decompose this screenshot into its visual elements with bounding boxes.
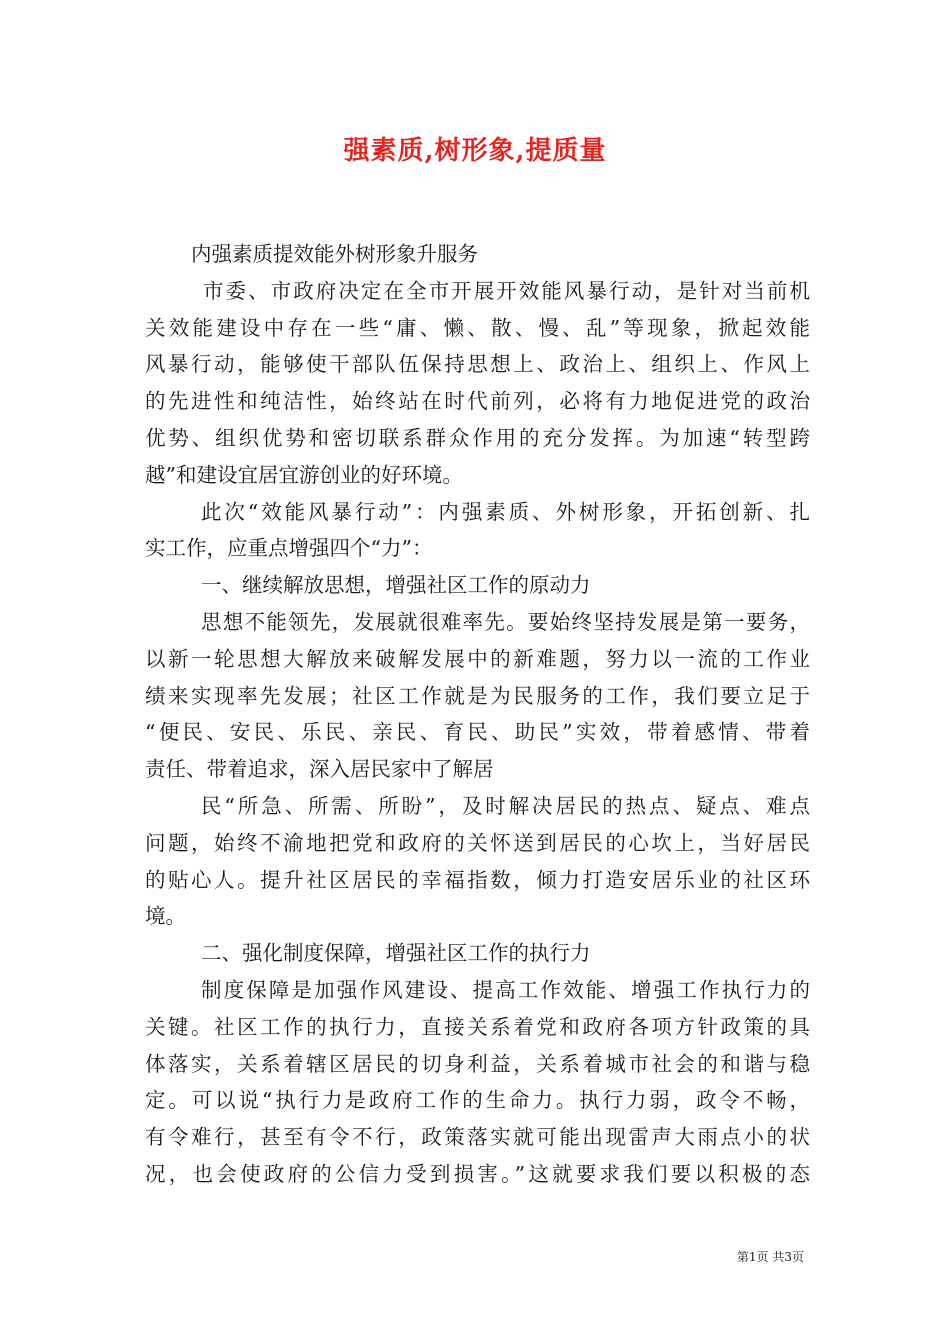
text-line: 关键。社区工作的执行力，直接关系着党和政府各项方针政策的具	[145, 1014, 810, 1039]
text-line: 关效能建设中存在一些“庸、懒、散、慢、乱”等现象，掀起效能	[145, 315, 810, 340]
text-line: 越”和建设宜居宜游创业的好环境。	[145, 462, 463, 487]
text-line: 市委、市政府决定在全市开展开效能风暴行动，是针对当前机	[203, 278, 810, 303]
text-line: 二、强化制度保障，增强社区工作的执行力	[201, 941, 591, 966]
text-line: 有令难行，甚至有令不行，政策落实就可能出现雷声大雨点小的状	[145, 1125, 810, 1150]
text-line: 况，也会使政府的公信力受到损害。”这就要求我们要以积极的态	[145, 1161, 810, 1186]
text-line: 绩来实现率先发展；社区工作就是为民服务的工作，我们要立足于	[145, 683, 810, 708]
text-line: 的贴心人。提升社区居民的幸福指数，倾力打造安居乐业的社区环	[145, 867, 810, 892]
text-line: 以新一轮思想大解放来破解发展中的新难题，努力以一流的工作业	[145, 646, 810, 671]
text-line: 民“所急、所需、所盼”，及时解决居民的热点、疑点、难点	[201, 793, 810, 818]
text-line: 此次“效能风暴行动”：内强素质、外树形象，开拓创新、扎	[201, 499, 810, 524]
text-line: 责任、带着追求，深入居民家中了解居	[145, 757, 494, 782]
text-line: 内强素质提效能外树形象升服务	[191, 242, 478, 266]
text-line: 境。	[145, 904, 186, 929]
text-line: “便民、安民、乐民、亲民、育民、助民”实效，带着感情、带着	[145, 720, 810, 745]
document-body	[145, 236, 810, 1193]
text-line: 思想不能领先，发展就很难率先。要始终坚持发展是第一要务，	[201, 609, 810, 634]
text-line: 制度保障是加强作风建设、提高工作效能、增强工作执行力的	[201, 977, 810, 1002]
text-line: 体落实，关系着辖区居民的切身利益，关系着城市社会的和谐与稳	[145, 1051, 810, 1076]
text-line: 优势、组织优势和密切联系群众作用的充分发挥。为加速“转型跨	[145, 425, 810, 450]
text-line: 一、继续解放思想，增强社区工作的原动力	[201, 573, 591, 598]
page-number-footer: 第1页 共3页	[736, 1250, 804, 1264]
document-title: 强素质,树形象,提质量	[343, 136, 607, 166]
text-line: 问题，始终不渝地把党和政府的关怀送到居民的心坎上，当好居民	[145, 830, 810, 855]
text-line: 实工作，应重点增强四个“力”：	[145, 536, 433, 561]
text-line: 定。可以说“执行力是政府工作的生命力。执行力弱，政令不畅，	[145, 1088, 810, 1113]
text-line: 风暴行动，能够使干部队伍保持思想上、政治上、组织上、作风上	[145, 352, 810, 377]
text-line: 的先进性和纯洁性，始终站在时代前列，必将有力地促进党的政治	[145, 389, 810, 414]
